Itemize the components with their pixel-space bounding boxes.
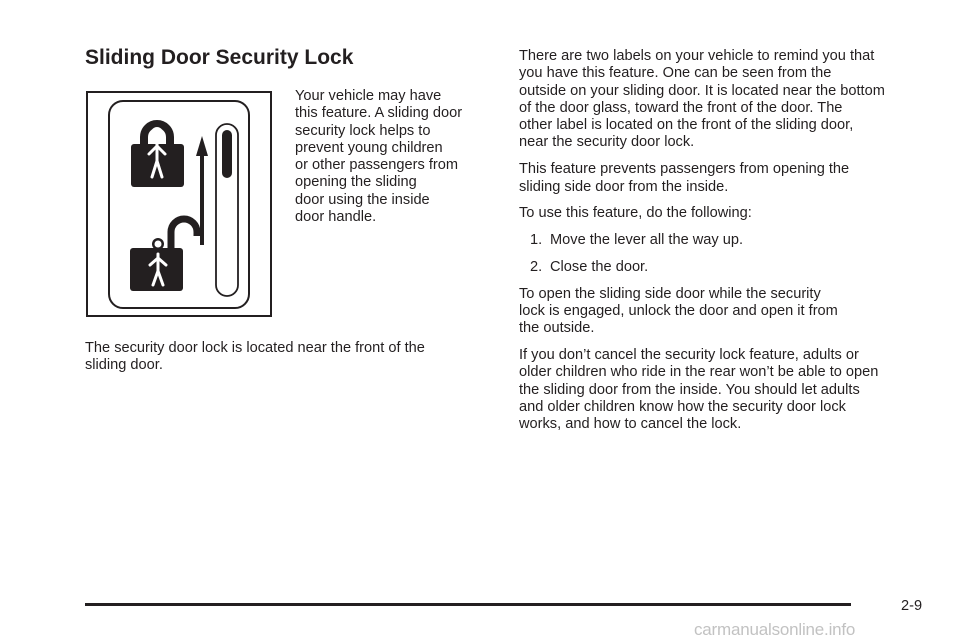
text-line: sliding side door from the inside.: [519, 178, 729, 195]
locked-padlock-child-icon: [131, 124, 184, 187]
location-paragraph: [85, 340, 480, 375]
labels-paragraph: [519, 48, 939, 152]
use-intro-paragraph: [519, 205, 939, 222]
text-line: older children who ride in the rear won’t be able to open: [519, 364, 879, 381]
step-text: Close the door.: [550, 258, 649, 275]
text-line: door handle.: [295, 209, 377, 226]
page-number: 2-9: [901, 598, 923, 614]
open-paragraph: [519, 286, 939, 338]
text-line: works, and how to cancel the lock.: [519, 416, 742, 433]
text-line: sliding door.: [85, 357, 163, 374]
intro-paragraph: [295, 88, 495, 226]
text-line: near the security door lock.: [519, 134, 695, 151]
text-line: To use this feature, do the following:: [519, 205, 752, 222]
prevents-paragraph: [519, 161, 939, 196]
steps-list: [519, 232, 939, 276]
text-line: To open the sliding side door while the security: [519, 285, 821, 302]
text-line: of the door glass, toward the front of the door. The: [519, 99, 843, 116]
text-line: the sliding door from the inside. You should let adults: [519, 381, 860, 398]
watermark: carmanualsonline.info: [694, 620, 856, 639]
text-line: and older children know how the security door lock: [519, 399, 846, 416]
list-item: [519, 259, 939, 276]
text-line: opening the sliding: [295, 174, 417, 191]
right-column: [519, 48, 939, 443]
list-item: [519, 232, 939, 249]
cancel-paragraph: [519, 347, 939, 433]
text-line: door using the inside: [295, 191, 430, 208]
text-line: The security door lock is located near the front of the: [85, 340, 425, 356]
text-line: the outside.: [519, 320, 595, 337]
step-number: 2.: [530, 258, 543, 275]
text-line: prevent young children: [295, 139, 443, 156]
text-line: other label is located on the front of the sliding door,: [519, 117, 854, 134]
security-lock-label-figure: [86, 91, 272, 317]
unlocked-padlock-child-icon: [130, 219, 197, 291]
text-line: security lock helps to: [295, 122, 431, 139]
text-line: There are two labels on your vehicle to remind you that: [519, 48, 875, 64]
text-line: lock is engaged, unlock the door and open it from: [519, 303, 838, 320]
footer-rule: [85, 603, 851, 606]
page-title: Sliding Door Security Lock: [85, 46, 354, 69]
text-line: this feature. A sliding door: [295, 105, 463, 122]
text-line: outside on your sliding door. It is located near the bottom: [519, 82, 885, 99]
text-line: If you don’t cancel the security lock feature, adults or: [519, 347, 859, 364]
step-text: Move the lever all the way up.: [550, 232, 744, 249]
text-line: you have this feature. One can be seen from the: [519, 65, 832, 82]
text-line: This feature prevents passengers from opening the: [519, 161, 850, 178]
text-line: Your vehicle may have: [295, 88, 442, 104]
lever-slot-icon: [216, 124, 238, 296]
step-number: 1.: [530, 232, 543, 249]
text-line: or other passengers from: [295, 157, 459, 174]
